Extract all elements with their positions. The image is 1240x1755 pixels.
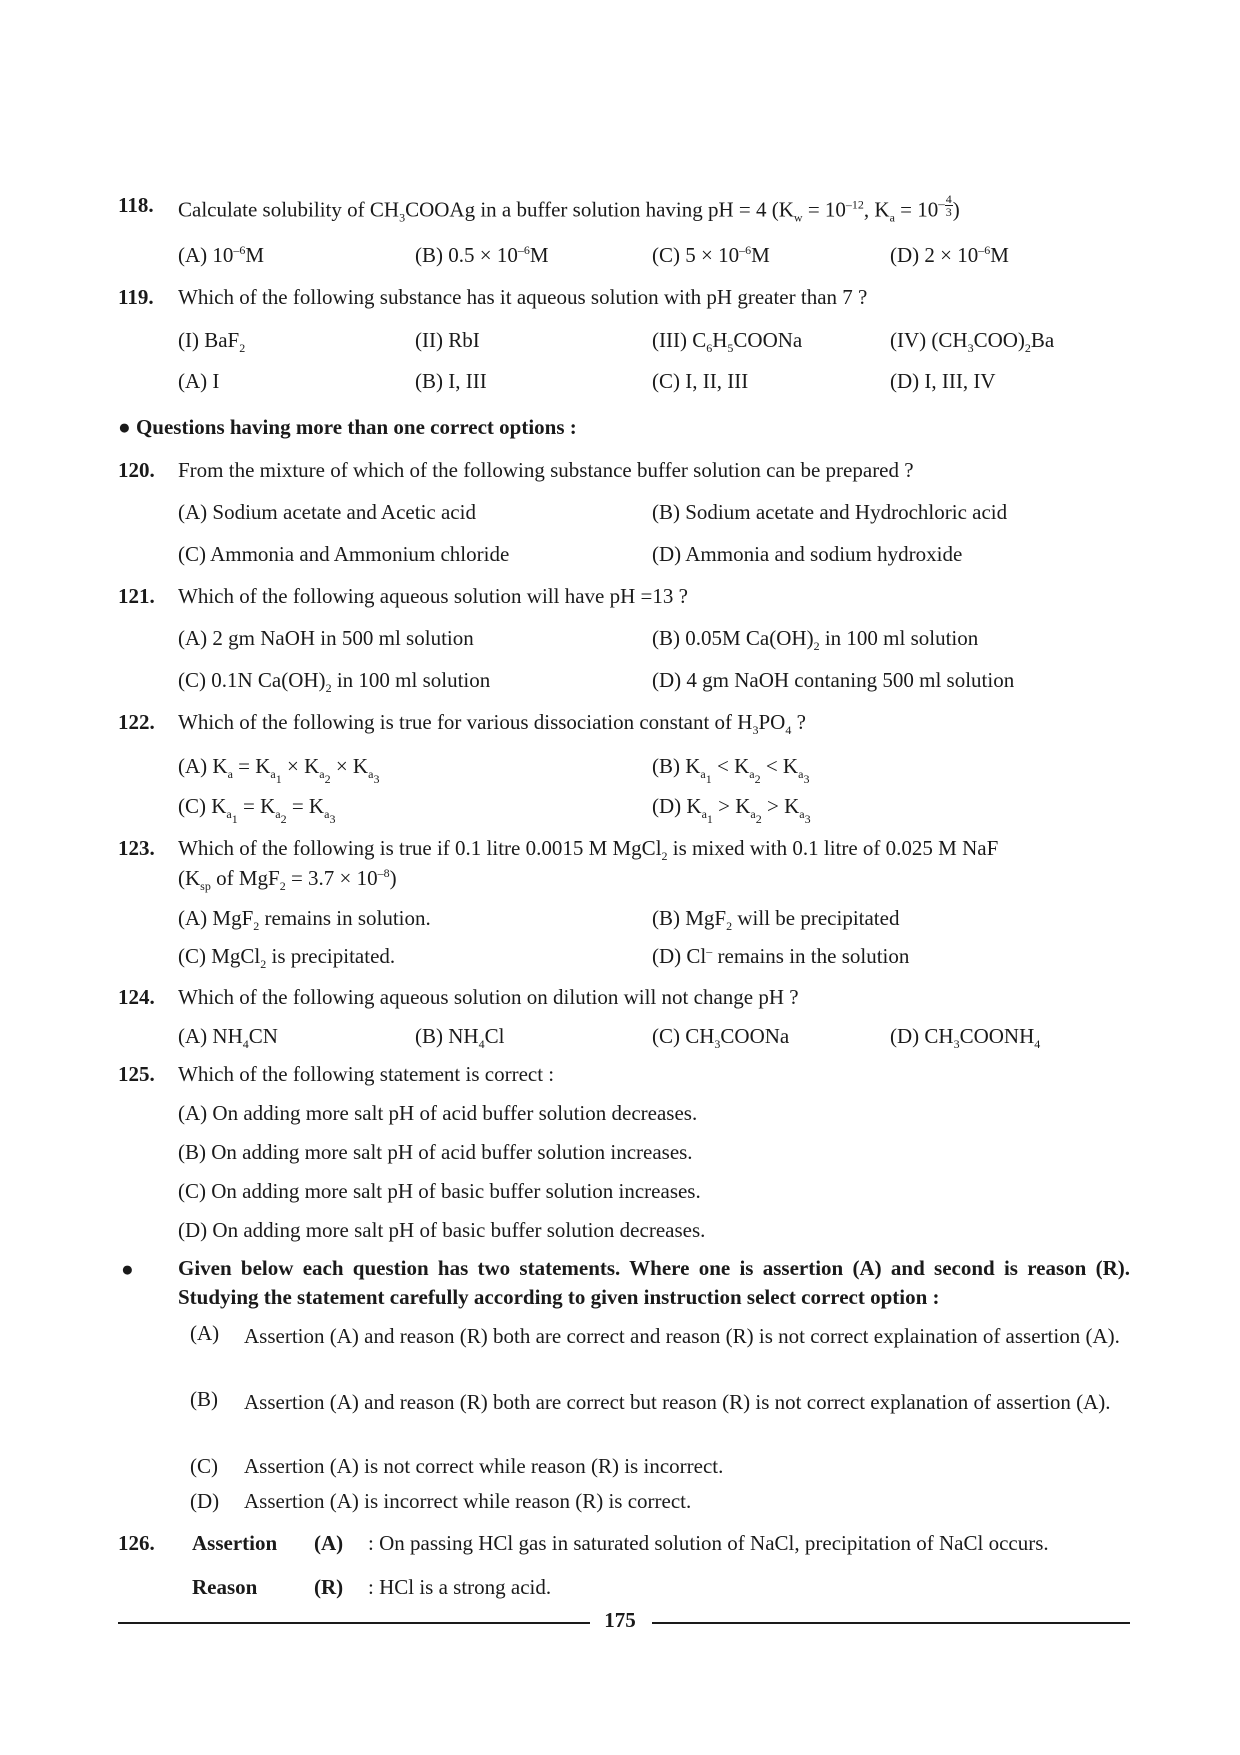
question-number-121: 121. <box>118 584 155 608</box>
option-123-c[interactable]: (C) MgCl$_2$ is precipitated. <box>178 944 396 971</box>
ar-option-a-label[interactable]: (A) <box>190 1321 220 1345</box>
option-123-a[interactable]: (A) MgF$_2$ remains in solution. <box>178 906 431 933</box>
ar-option-c-label[interactable]: (C) <box>190 1454 218 1478</box>
ar-option-d-text: Assertion (A) is incorrect while reason (R) is correct. <box>244 1489 692 1513</box>
option-118-b[interactable]: (B) $0.5 \times 10^{-6}M$ <box>415 243 549 267</box>
option-120-c[interactable]: (C) Ammonia and Ammonium chloride <box>178 542 510 566</box>
ar-option-b-label[interactable]: (B) <box>190 1387 218 1411</box>
assertion-label: Assertion <box>192 1531 278 1555</box>
option-125-c[interactable]: (C) On adding more salt pH of basic buffer solution increases. <box>178 1179 701 1203</box>
item-119-iii: (III) $C_6H_5COONa$ <box>652 328 803 355</box>
option-122-a[interactable]: (A) $K_a = K_{a_1} \times K_{a_2} \times K_{a_3}$ <box>178 754 380 786</box>
assertion-tag: (A) <box>314 1531 344 1555</box>
question-124-text: Which of the following aqueous solution on dilution will not change pH ? <box>178 985 799 1009</box>
option-124-c[interactable]: (C) $CH_3COONa$ <box>652 1024 790 1051</box>
question-119-text: Which of the following substance has it aqueous solution with pH greater than 7 ? <box>178 285 868 309</box>
option-125-a[interactable]: (A) On adding more salt pH of acid buffer solution decreases. <box>178 1101 698 1125</box>
question-number-119: 119. <box>118 285 154 309</box>
question-number-124: 124. <box>118 985 155 1009</box>
option-119-c[interactable]: (C) I, II, III <box>652 369 749 393</box>
question-122-text: Which of the following is true for various dissociation constant of $H_3PO_4$ ? <box>178 710 806 737</box>
question-118-text: Calculate solubility of $CH_3COOAg$ in a buffer solution having pH = 4 ($K_w = 10^{-12}$, $K_a = 10^{- \frac{4}{3}}$ ) <box>178 192 960 225</box>
option-123-b[interactable]: (B) MgF$_2$ will be precipitated <box>652 906 900 933</box>
option-121-c[interactable]: (C) 0.1N $Ca(OH)_2$ in 100 ml solution <box>178 668 491 695</box>
option-120-b[interactable]: (B) Sodium acetate and Hydrochloric acid <box>652 500 1008 524</box>
question-number-122: 122. <box>118 710 155 734</box>
option-119-a[interactable]: (A) I <box>178 369 220 393</box>
option-124-a[interactable]: (A) $NH_4CN$ <box>178 1024 278 1051</box>
ar-option-a-text: Assertion (A) and reason (R) both are correct and reason (R) is not correct explaination of assertion (A). <box>244 1324 1120 1348</box>
question-number-123: 123. <box>118 836 155 860</box>
footer-rule-left <box>118 1622 590 1624</box>
reason-tag: (R) <box>314 1575 344 1599</box>
option-121-a[interactable]: (A) 2 gm NaOH in 500 ml solution <box>178 626 474 650</box>
item-119-ii: (II) RbI <box>415 328 480 352</box>
option-118-a[interactable]: (A) $10^{-6}M$ <box>178 243 265 267</box>
option-122-d[interactable]: (D) $K_{a_1} > K_{a_2} > K_{a_3}$ <box>652 794 811 826</box>
option-121-d[interactable]: (D) 4 gm NaOH contaning 500 ml solution <box>652 668 1015 692</box>
option-125-d[interactable]: (D) On adding more salt pH of basic buffer solution decreases. <box>178 1218 706 1242</box>
option-122-c[interactable]: (C) $K_{a_1} = K_{a_2} = K_{a_3}$ <box>178 794 336 826</box>
footer-rule-right <box>652 1622 1130 1624</box>
option-121-b[interactable]: (B) 0.05M $Ca(OH)_2$ in 100 ml solution <box>652 626 979 653</box>
question-120-text: From the mixture of which of the following substance buffer solution can be prepared ? <box>178 458 914 482</box>
ar-option-c-text: Assertion (A) is not correct while reason (R) is incorrect. <box>244 1454 724 1478</box>
option-119-d[interactable]: (D) I, III, IV <box>890 369 996 393</box>
ar-option-b-text: Assertion (A) and reason (R) both are correct but reason (R) is not correct explanation of assertion (A). <box>244 1390 1111 1414</box>
section-heading-multiple-correct: ● Questions having more than one correct options : <box>118 415 577 439</box>
question-number-120: 120. <box>118 458 155 482</box>
question-125-text: Which of the following statement is correct : <box>178 1062 555 1086</box>
option-124-b[interactable]: (B) $NH_4Cl$ <box>415 1024 505 1051</box>
page-number: 175 <box>604 1608 636 1632</box>
question-123-ksp: ($K_{sp}$ of $MgF_2 = 3.7 \times 10^{-8}$) <box>178 866 397 893</box>
reason-label: Reason <box>192 1575 258 1599</box>
assertion-text: : On passing HCl gas in saturated solution of NaCl, precipitation of NaCl occurs. <box>368 1531 1049 1555</box>
section-assertion-reason-instructions: Given below each question has two statements. Where one is assertion (A) and second is reason (R). Studying the statement carefully according to given instruction select correct option : <box>178 1256 1130 1309</box>
option-122-b[interactable]: (B) $K_{a_1} < K_{a_2} < K_{a_3}$ <box>652 754 810 786</box>
option-118-c[interactable]: (C) $5 \times 10^{-6}M$ <box>652 243 770 267</box>
bullet-icon: ● <box>121 1257 134 1281</box>
question-number-125: 125. <box>118 1062 155 1086</box>
option-124-d[interactable]: (D) $CH_3COONH_4$ <box>890 1024 1041 1051</box>
question-number-118: 118. <box>118 193 154 217</box>
option-120-a[interactable]: (A) Sodium acetate and Acetic acid <box>178 500 476 524</box>
reason-text: : HCl is a strong acid. <box>368 1575 552 1599</box>
option-119-b[interactable]: (B) I, III <box>415 369 487 393</box>
item-119-i: (I) BaF$_2$ <box>178 328 246 355</box>
option-125-b[interactable]: (B) On adding more salt pH of acid buffer solution increases. <box>178 1140 693 1164</box>
question-123-text: Which of the following is true if 0.1 litre 0.0015 M MgCl$_2$ is mixed with 0.1 litre of 0.025 M NaF <box>178 836 999 863</box>
question-121-text: Which of the following aqueous solution will have pH =13 ? <box>178 584 688 608</box>
option-120-d[interactable]: (D) Ammonia and sodium hydroxide <box>652 542 963 566</box>
option-118-d[interactable]: (D) $2 \times 10^{-6}M$ <box>890 243 1009 267</box>
question-number-126: 126. <box>118 1531 155 1555</box>
item-119-iv: (IV) $(CH_3COO)_2Ba$ <box>890 328 1055 355</box>
ar-option-d-label[interactable]: (D) <box>190 1489 220 1513</box>
option-123-d[interactable]: (D) Cl– remains in the solution <box>652 944 910 968</box>
